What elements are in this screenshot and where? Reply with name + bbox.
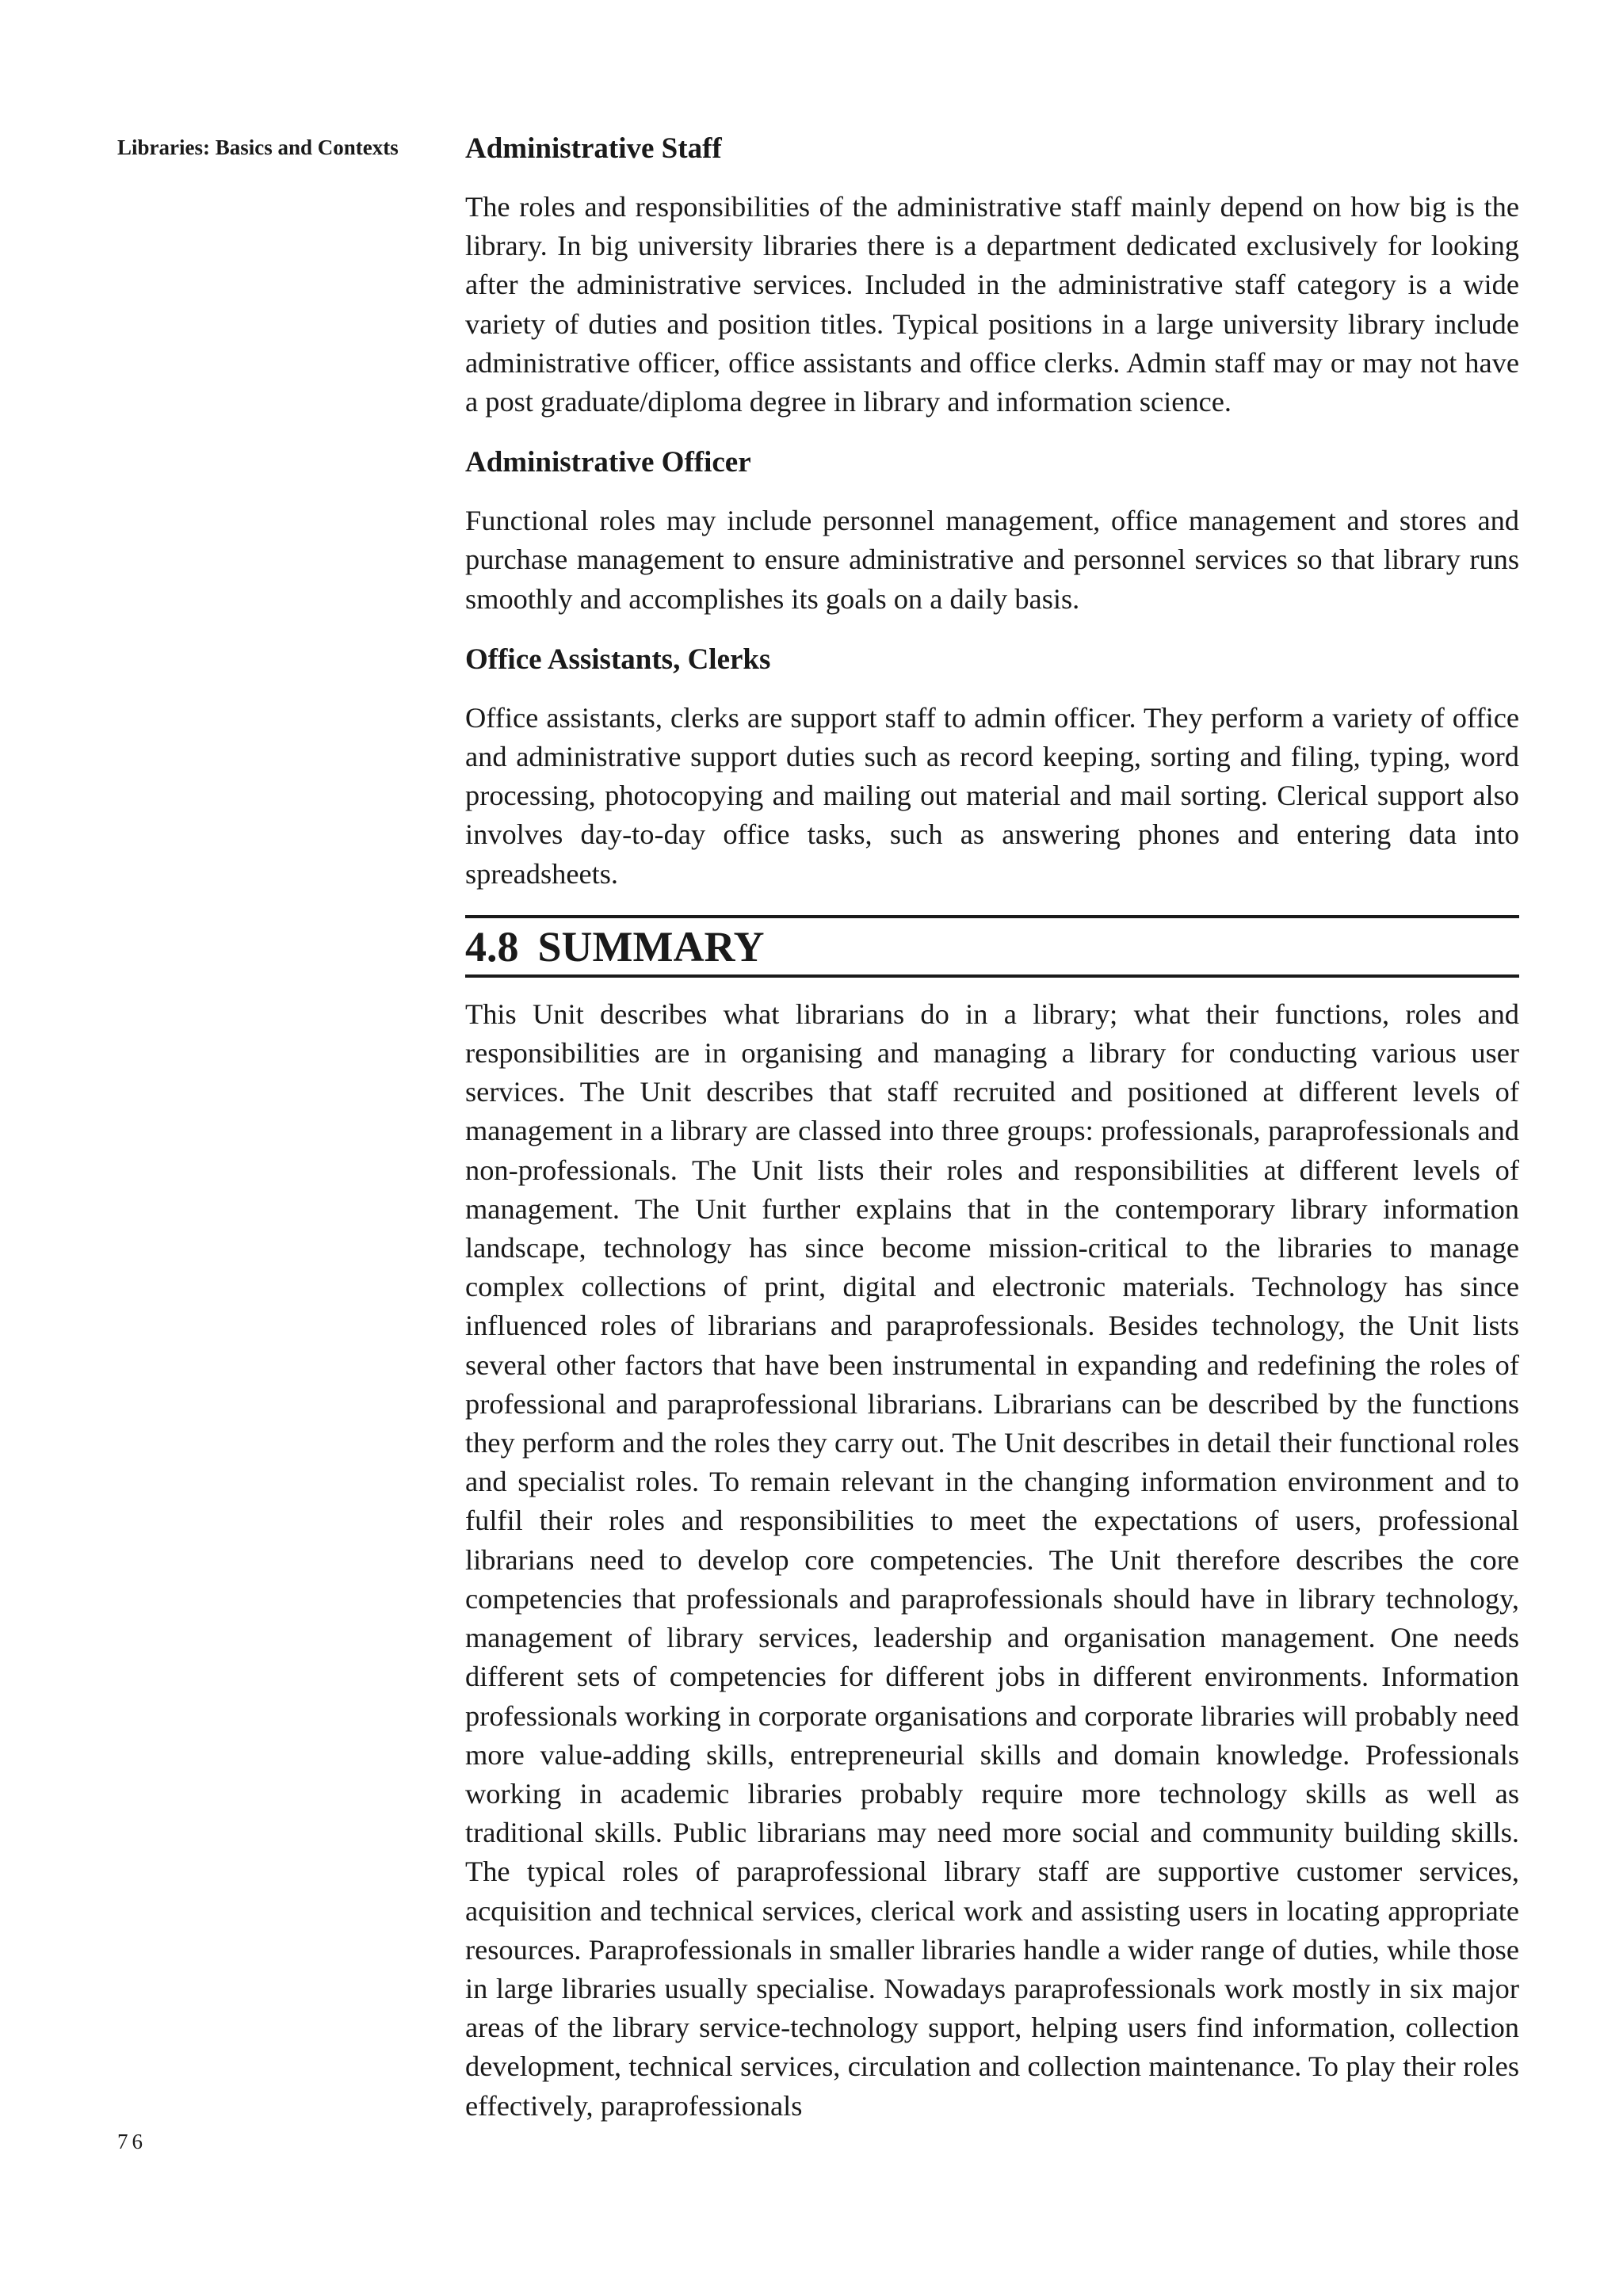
heading-administrative-officer: Administrative Officer (465, 446, 751, 479)
paragraph-administrative-officer: Functional roles may include personnel management, office management and stores and purchase management to ensure administrative and personnel services so that library runs smoothly and accomplishes its goals on a daily basis. (465, 505, 1519, 615)
paragraph-summary: This Unit describes what librarians do in a library; what their functions, roles and responsibilities are in organising and managing a library for conducting various user services. The Unit describes that staff recruited and positioned at different levels of management in a library are classed into three groups: professionals, paraprofessionals and non-professionals. The Unit lists their roles and responsibilities at different levels of management. The Unit further explains that in the contemporary library information landscape, technology has since become mission-critical to the libraries to manage complex collections of print, digital and electronic materials. Technology has since influenced roles of librarians and paraprofessionals. Besides technology, the Unit lists several other factors that have been instrumental in expanding and redefining the roles of professional and paraprofessional librarians. Librarians can be described by the functions they perform and the roles they carry out. The Unit describes in detail their functional roles and specialist roles. To remain relevant in the changing information environment and to fulfil their roles and responsibilities to meet the expectations of users, professional librarians need to develop core competencies. The Unit therefore describes the core competencies that professionals and paraprofessionals should have in library technology, management of library services, leadership and organisation management. One needs different sets of competencies for different jobs in different environments. Information professionals working in corporate organisations and corporate libraries will probably need more value-adding skills, entrepreneurial skills and domain knowledge. Professionals working in academic libraries probably require more technology skills as well as traditional skills. Public librarians may need more social and community building skills. The typical roles of paraprofessional library staff are supportive customer services, acquisition and technical services, clerical work and assisting users in locating appropriate resources. Paraprofessionals in smaller libraries handle a wider range of duties, while those in large libraries usually specialise. Nowadays paraprofessionals work mostly in six major areas of the library service-technology support, helping users find information, collection development, technical services, circulation and collection maintenance. To play their roles effectively, paraprofessionals (465, 997, 1519, 2122)
heading-administrative-staff: Administrative Staff (465, 132, 722, 165)
paragraph-administrative-staff: The roles and responsibilities of the administrative staff mainly depend on how big is the library. In big university libraries there is a department dedicated exclusively for looking after the administrative services. Included in the administrative staff category is a wide variety of duties and position titles. Typical positions in a large university library include administrative officer, office assistants and office clerks. Admin staff may or may not have a post graduate/diploma degree in library and information science. (465, 191, 1519, 418)
heading-office-assistants-clerks: Office Assistants, Clerks (465, 643, 771, 676)
section-heading-summary (465, 915, 1519, 978)
main-content (465, 129, 1519, 2126)
page-number: 76 (117, 2130, 147, 2153)
section-title-text: SUMMARY (537, 922, 765, 971)
paragraph-office-assistants-clerks: Office assistants, clerks are support staff to admin officer. They perform a variety of office and administrative support duties such as record keeping, sorting and filing, typing, word processing, photocopying and mailing out material and mail sorting. Clerical support also involves day-to-day office tasks, such as answering phones and entering data into spreadsheets. (465, 701, 1519, 890)
running-head: Libraries: Basics and Contexts (117, 135, 399, 159)
section-number: 4.8 (465, 922, 519, 971)
